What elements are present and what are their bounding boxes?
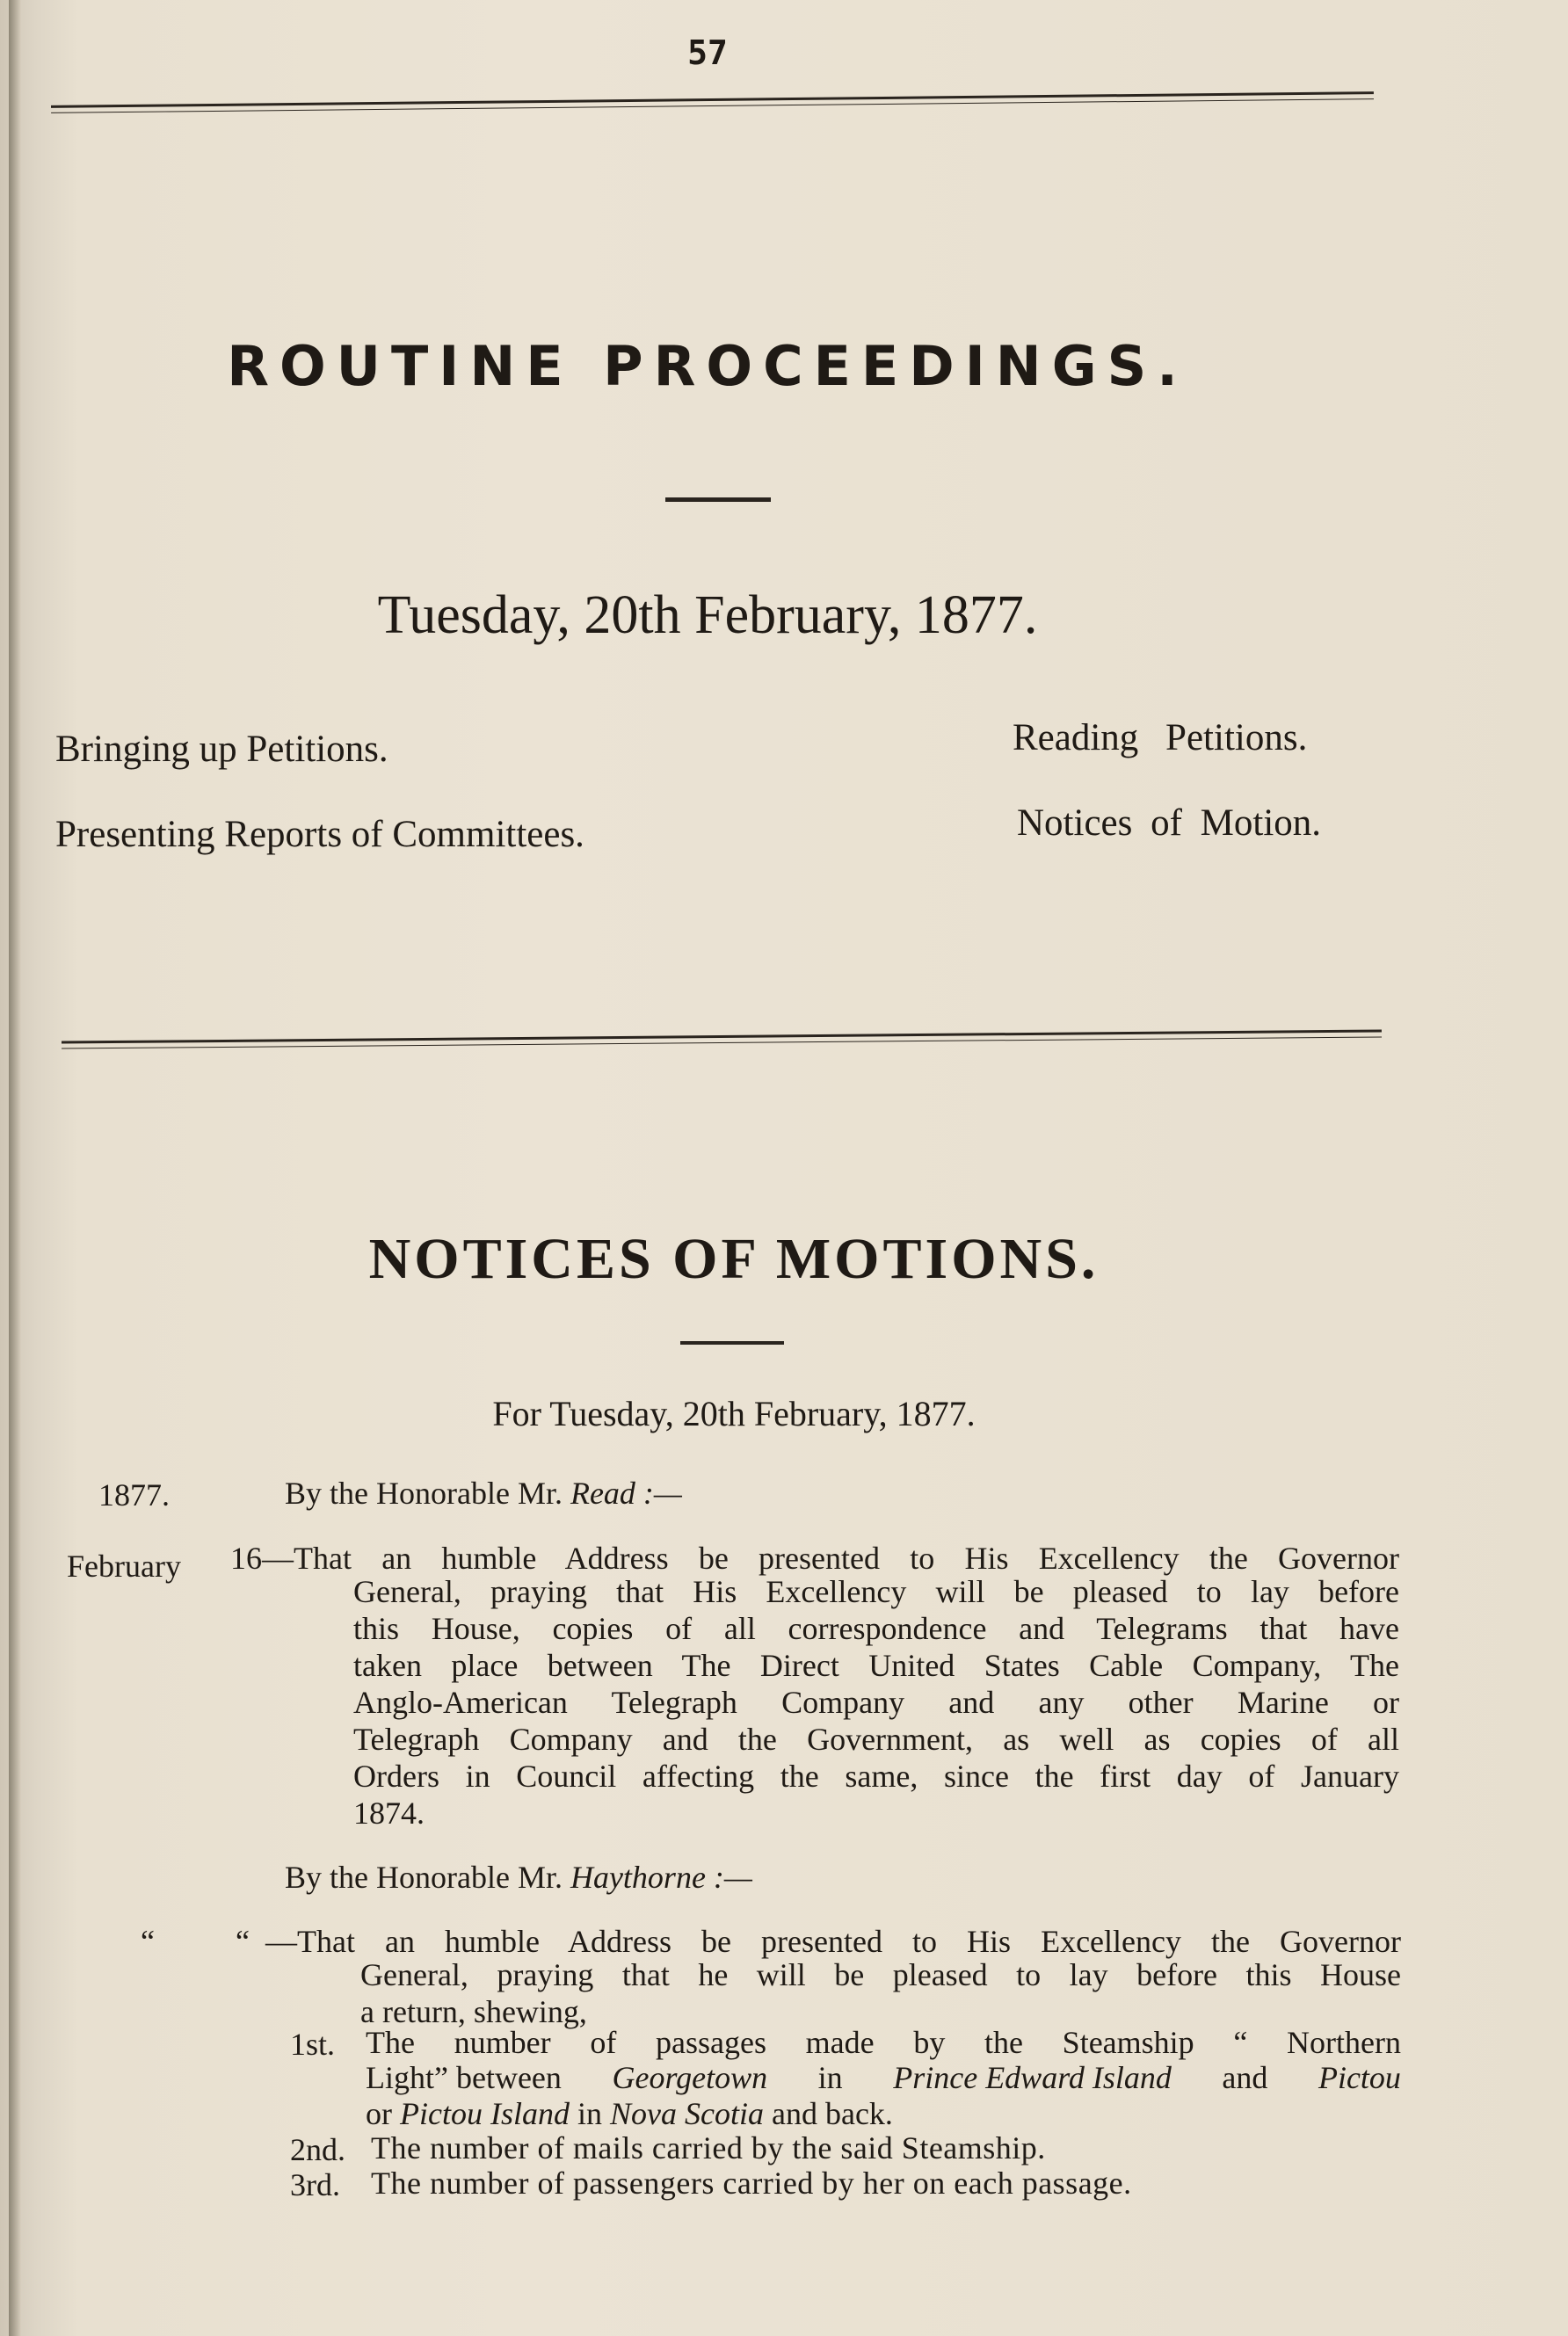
item3-text: The number of passengers carried by her on each passage. (371, 2166, 1132, 2201)
motion1-line: taken place between The Direct United States Cable Company, The (353, 1648, 1399, 1683)
ditto-mark: “ (141, 1924, 155, 1959)
motion1-line: 1874. (353, 1796, 425, 1831)
place-name: Prince Edward Island (893, 2060, 1172, 2095)
notices-of-motion: Notices of Motion. (1017, 802, 1322, 844)
motion1-line: Orders in Council affecting the same, since the first day of January (353, 1759, 1399, 1794)
heading-divider (665, 497, 771, 502)
notices-date: For Tuesday, 20th February, 1877. (492, 1394, 976, 1433)
motion1-body (353, 1573, 1399, 1832)
place-name: Nova Scotia (610, 2096, 764, 2131)
item2-text: The number of mails carried by the said Steamship. (371, 2130, 1046, 2166)
presenting-reports: Presenting Reports of Committees. (55, 814, 584, 855)
item1-text: or (366, 2096, 392, 2131)
top-double-rule (51, 91, 1374, 113)
notices-heading: NOTICES OF MOTIONS. (368, 1227, 1100, 1291)
reading-petitions: Reading Petitions. (1013, 717, 1308, 758)
item1-line1: The number of passages made by the Steamship “ Northern (366, 2025, 1401, 2060)
ditto-mark: “ (236, 1924, 250, 1959)
item1-text: and (1222, 2060, 1268, 2095)
mover-name: Haythorne :— (570, 1860, 752, 1895)
motion2-lead-line: —That an humble Address be presented to His Excellency the Governor (265, 1924, 1401, 1959)
mover-name: Read :— (570, 1476, 682, 1511)
motion1-line: General, praying that His Excellency will be pleased to lay before (353, 1574, 1399, 1609)
motion1-lead-line: 16—That an humble Address be presented to His Excellency the Governor (230, 1541, 1399, 1576)
item1-number: 1st. (290, 2027, 336, 2062)
item1-text: in (817, 2060, 843, 2095)
middle-double-rule (62, 1029, 1382, 1048)
motion1-date-label: February (67, 1549, 181, 1584)
year-label: 1877. (98, 1477, 170, 1513)
place-name: Georgetown (612, 2060, 768, 2095)
item3-number: 3rd. (290, 2167, 340, 2202)
motion2-mover (285, 1859, 752, 1896)
bringing-up-petitions: Bringing up Petitions. (55, 729, 388, 770)
motion2-line: General, praying that he will be pleased to lay before this House (360, 1957, 1401, 1992)
routine-date: Tuesday, 20th February, 1877. (377, 585, 1038, 645)
motion2-body (360, 1956, 1401, 2030)
place-name: Pictou (1318, 2060, 1401, 2095)
routine-heading: ROUTINE PROCEEDINGS. (227, 334, 1188, 398)
item1-line3 (366, 2095, 893, 2132)
item1-text: Light” between (366, 2060, 562, 2095)
item2-number: 2nd. (290, 2132, 345, 2167)
notices-divider (680, 1341, 784, 1345)
page-number: 57 (687, 33, 728, 72)
motion1-line: this House, copies of all correspondence and Telegrams that have (353, 1611, 1399, 1646)
item1-text: in (577, 2096, 602, 2131)
motion1-mover (285, 1475, 682, 1512)
motion1-line: Anglo-American Telegraph Company and any other Marine or (353, 1685, 1399, 1720)
mover-prefix: By the Honorable Mr. (285, 1476, 563, 1511)
mover-prefix: By the Honorable Mr. (285, 1860, 563, 1895)
motion2-line: a return, shewing, (360, 1994, 587, 2029)
item1-text: and back. (771, 2096, 893, 2131)
motion1-line: Telegraph Company and the Government, as well as copies of all (353, 1722, 1399, 1757)
item1-line2 (366, 2059, 1401, 2096)
place-name: Pictou Island (400, 2096, 570, 2131)
